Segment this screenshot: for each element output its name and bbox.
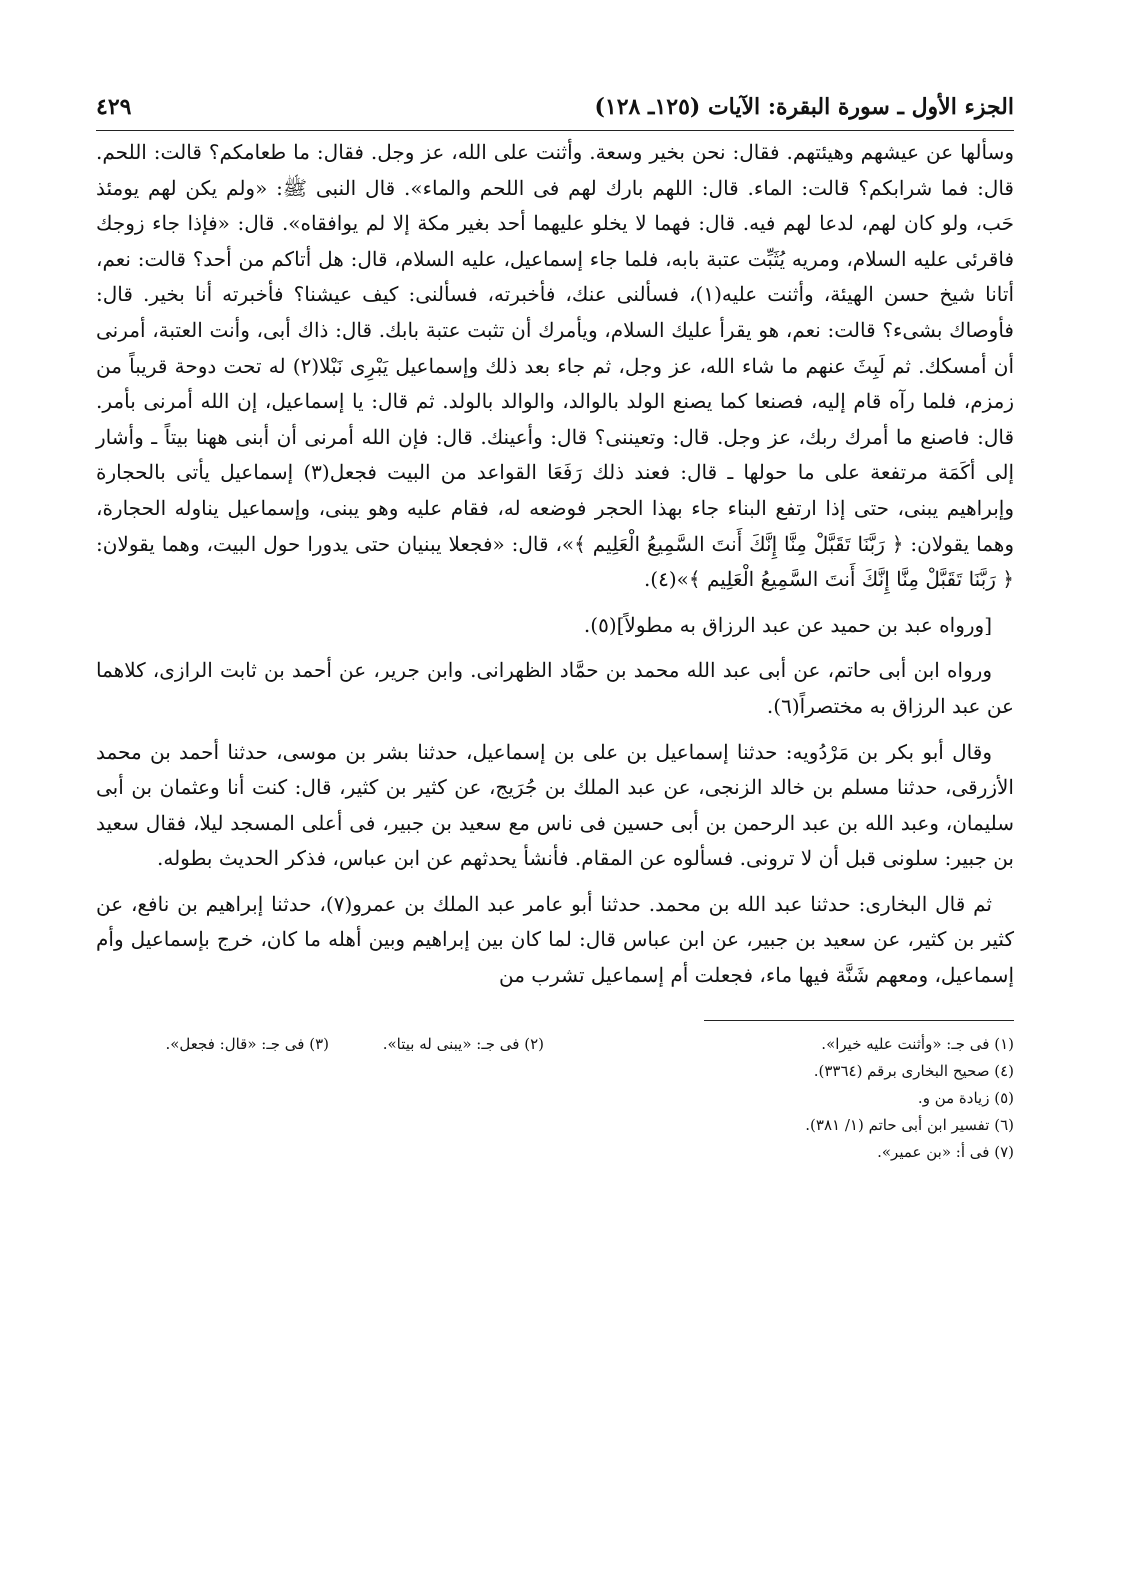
running-header (96, 88, 1014, 131)
footnotes (96, 1031, 1014, 1166)
footnote-3: (٣) فى جـ: «قال: فجعل». (165, 1034, 329, 1053)
footnote-4: (٤) صحيح البخارى برقم (٣٣٦٤). (813, 1061, 1014, 1080)
footnote-2: (٢) فى جـ: «يبنى له بيتا». (382, 1034, 544, 1053)
footnote-row (96, 1031, 1014, 1058)
footnote-5: (٥) زيادة من و. (917, 1088, 1014, 1107)
paragraph-hadith-narrative: وسألها عن عيشهم وهيئتهم. فقال: نحن بخير وسعة. وأثنت على الله، عز وجل. فقال: ما طعامكم؟ قالت: اللحم. قال: فما شرابكم؟ قالت: الماء. قال: اللهم بارك لهم فى اللحم والماء». قال النبى ﷺ: «ولم يكن لهم يومئذ حَب، ولو كان لهم، لدعا لهم فيه. قال: فهما لا يخلو عليهما أحد بغير مكة إلا لم يوافقاه». قال: «فإذا جاء زوجك فاقرئى عليه السلام، ومريه يُثَبِّت عتبة بابه، فلما جاء إسماعيل، عليه السلام، قال: هل أتاكم من أحد؟ قالت: نعم، أتانا شيخ حسن الهيئة، وأثنت عليه(١)، فسألنى عنك، فأخبرته، فسألنى: كيف عيشنا؟ فأخبرته أنا بخير. قال: فأوصاك بشىء؟ قالت: نعم، هو يقرأ عليك السلام، ويأمرك أن تثبت عتبة بابك. قال: ذاك أبى، وأنت العتبة، أمرنى أن أمسكك. ثم لَبِثَ عنهم ما شاء الله، عز وجل، ثم جاء بعد ذلك وإسماعيل يَبْرِى نَبْلا(٢) له تحت دوحة قريباً من زمزم، فلما رآه قام إليه، فصنعا كما يصنع الولد بالوالد، والوالد بالولد. ثم قال: يا إسماعيل، إن الله أمرنى بأمر. قال: فاصنع ما أمرك ربك، عز وجل. قال: وتعيننى؟ قال: وأعينك. قال: فإن الله أمرنى أن أبنى ههنا بيتاً ـ وأشار إلى أكَمَة مرتفعة على ما حولها ـ قال: فعند ذلك رَفَعَا القواعد من البيت فجعل(٣) إسماعيل يأتى بالحجارة وإبراهيم يبنى، حتى إذا ارتفع البناء جاء بهذا الحجر فوضعه له، فقام عليه وهو يبنى، وإسماعيل يناوله الحجارة، وهما يقولان: ﴿ رَبَّنَا تَقَبَّلْ مِنَّا إِنَّكَ أَنتَ السَّمِيعُ الْعَلِيم ﴾»، قال: «فجعلا يبنيان حتى يدورا حول البيت، وهما يقولان: ﴿ رَبَّنَا تَقَبَّلْ مِنَّا إِنَّكَ أَنتَ السَّمِيعُ الْعَلِيم ﴾»(٤). (96, 140, 1015, 592)
footnote-7: (٧) فى أ: «بن عمير». (877, 1142, 1014, 1161)
paragraph-ibn-abi-hatim: ورواه ابن أبى حاتم، عن أبى عبد الله محمد بن حمَّاد الظهرانى. وابن جرير، عن أحمد بن ثابت الرازى، كلاهما عن عبد الرزاق به مختصراً(٦). (96, 658, 1014, 718)
paragraph-bukhari: ثم قال البخارى: حدثنا عبد الله بن محمد. حدثنا أبو عامر عبد الملك بن عمرو(٧)، حدثنا إبراهيم بن نافع، عن كثير بن كثير، عن سعيد بن جبير، عن ابن عباس قال: لما كان بين إبراهيم وبين أهله ما كان، خرج بإسماعيل وأم إسماعيل، ومعهم شَنَّة فيها ماء، فجعلت أم إسماعيل تشرب من (96, 891, 1014, 988)
paragraph-ibn-marduyah: وقال أبو بكر بن مَرْدُويه: حدثنا إسماعيل بن على بن إسماعيل، حدثنا بشر بن موسى، حدثنا أحمد بن محمد الأزرقى، حدثنا مسلم بن خالد الزنجى، عن عبد الملك بن جُرَيج، عن كثير بن كثير، قال: كنت أنا وعثمان بن أبى سليمان، وعبد الله بن عبد الرحمن بن أبى حسين فى ناس مع سعيد بن جبير، فى أعلى المسجد ليلا، فقال سعيد بن جبير: سلونى قبل أن لا ترونى. فسألوه عن المقام. فأنشأ يحدثهم عن ابن عباس، فذكر الحديث بطوله. (96, 739, 1014, 871)
paragraph-abd-bin-humaid: [ورواه عبد بن حميد عن عبد الرزاق به مطولاً](٥). (583, 612, 992, 637)
footnote-separator (704, 1020, 1014, 1021)
page-number: ٤٢٩ (96, 94, 132, 120)
footnote-6: (٦) تفسير ابن أبى حاتم (١/ ٣٨١). (805, 1115, 1014, 1134)
book-page (96, 88, 1014, 1166)
footnote-1: (١) فى جـ: «وأثنت عليه خيرا». (821, 1034, 1014, 1053)
header-title: الجزء الأول ـ سورة البقرة: الآيات (١٢٥ـ ١٢٨) (594, 94, 1014, 120)
